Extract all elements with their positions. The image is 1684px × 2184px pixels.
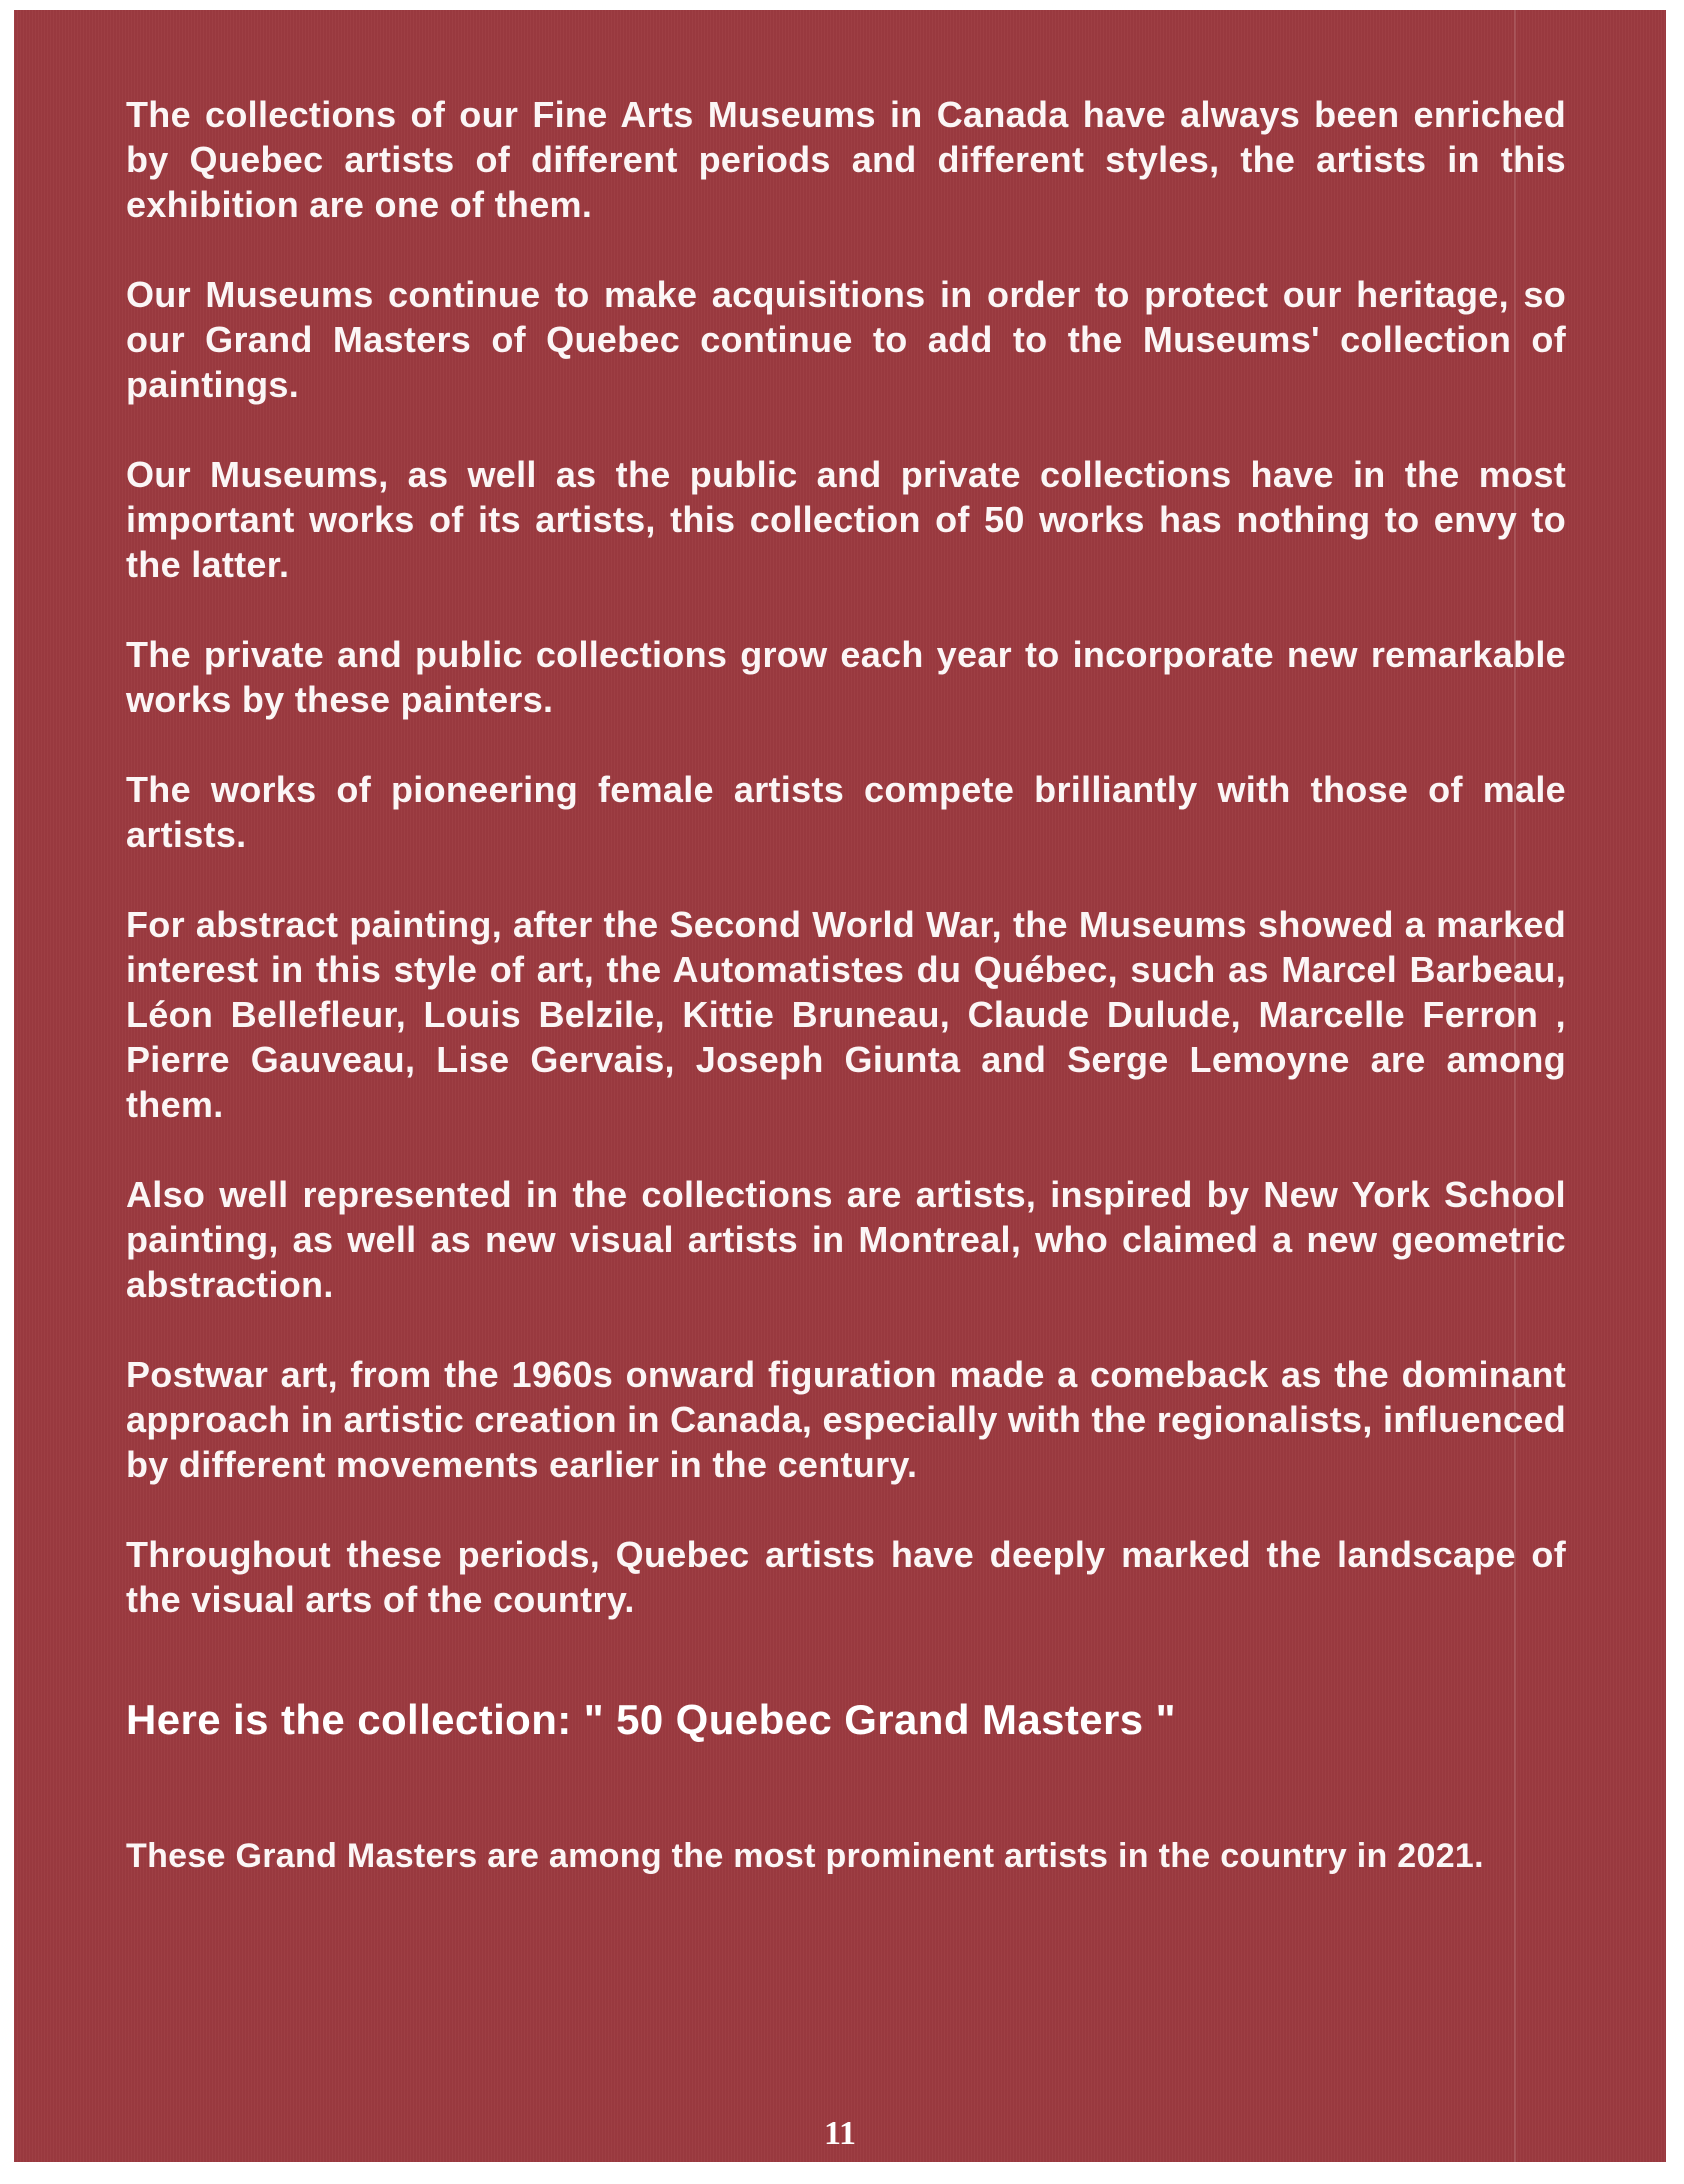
paragraph-abstract-painting: For abstract painting, after the Second World War, the Museums showed a marked interest in this style of art, the Automatistes du Québec, such as Marcel Barbeau, Léon Bellefleur, Louis Belzile, Kittie Bruneau, Claude Dulude, Marcelle Ferron , Pierre Gauveau, Lise Gervais, Joseph Giunta and Serge Lemoyne are among them.	[126, 904, 1566, 1125]
paragraph-acquisitions: Our Museums continue to make acquisitions in order to protect our heritage, so our Grand Masters of Quebec continue to add to the Museums' collection of paintings.	[126, 274, 1566, 405]
page-content	[126, 92, 1566, 1878]
paragraph-postwar-art: Postwar art, from the 1960s onward figuration made a comeback as the dominant approach in artistic creation in Canada, especially with the regionalists, influenced by different movements earlier in the century.	[126, 1354, 1566, 1485]
paragraph-collections-enriched: The collections of our Fine Arts Museums in Canada have always been enriched by Quebec artists of different periods and different styles, the artists in this exhibition are one of them.	[126, 94, 1566, 225]
paragraph-collections-grow: The private and public collections grow each year to incorporate new remarkable works by these painters.	[126, 634, 1566, 720]
paragraph-public-private-collections: Our Museums, as well as the public and private collections have in the most important works of its artists, this collection of 50 works has nothing to envy to the latter.	[126, 454, 1566, 585]
paragraph-throughout-periods: Throughout these periods, Quebec artists have deeply marked the landscape of the visual arts of the country.	[126, 1534, 1566, 1620]
page-number: 11	[823, 2115, 857, 2152]
closing-paragraph: These Grand Masters are among the most prominent artists in the country in 2021.	[126, 1837, 1484, 1875]
paragraph-female-artists: The works of pioneering female artists compete brilliantly with those of male artists.	[126, 769, 1566, 855]
page-panel	[14, 10, 1666, 2162]
paragraph-new-york-school: Also well represented in the collections are artists, inspired by New York School painting, as well as new visual artists in Montreal, who claimed a new geometric abstraction.	[126, 1174, 1566, 1305]
collection-heading: Here is the collection: " 50 Quebec Grand Masters "	[126, 1696, 1176, 1743]
